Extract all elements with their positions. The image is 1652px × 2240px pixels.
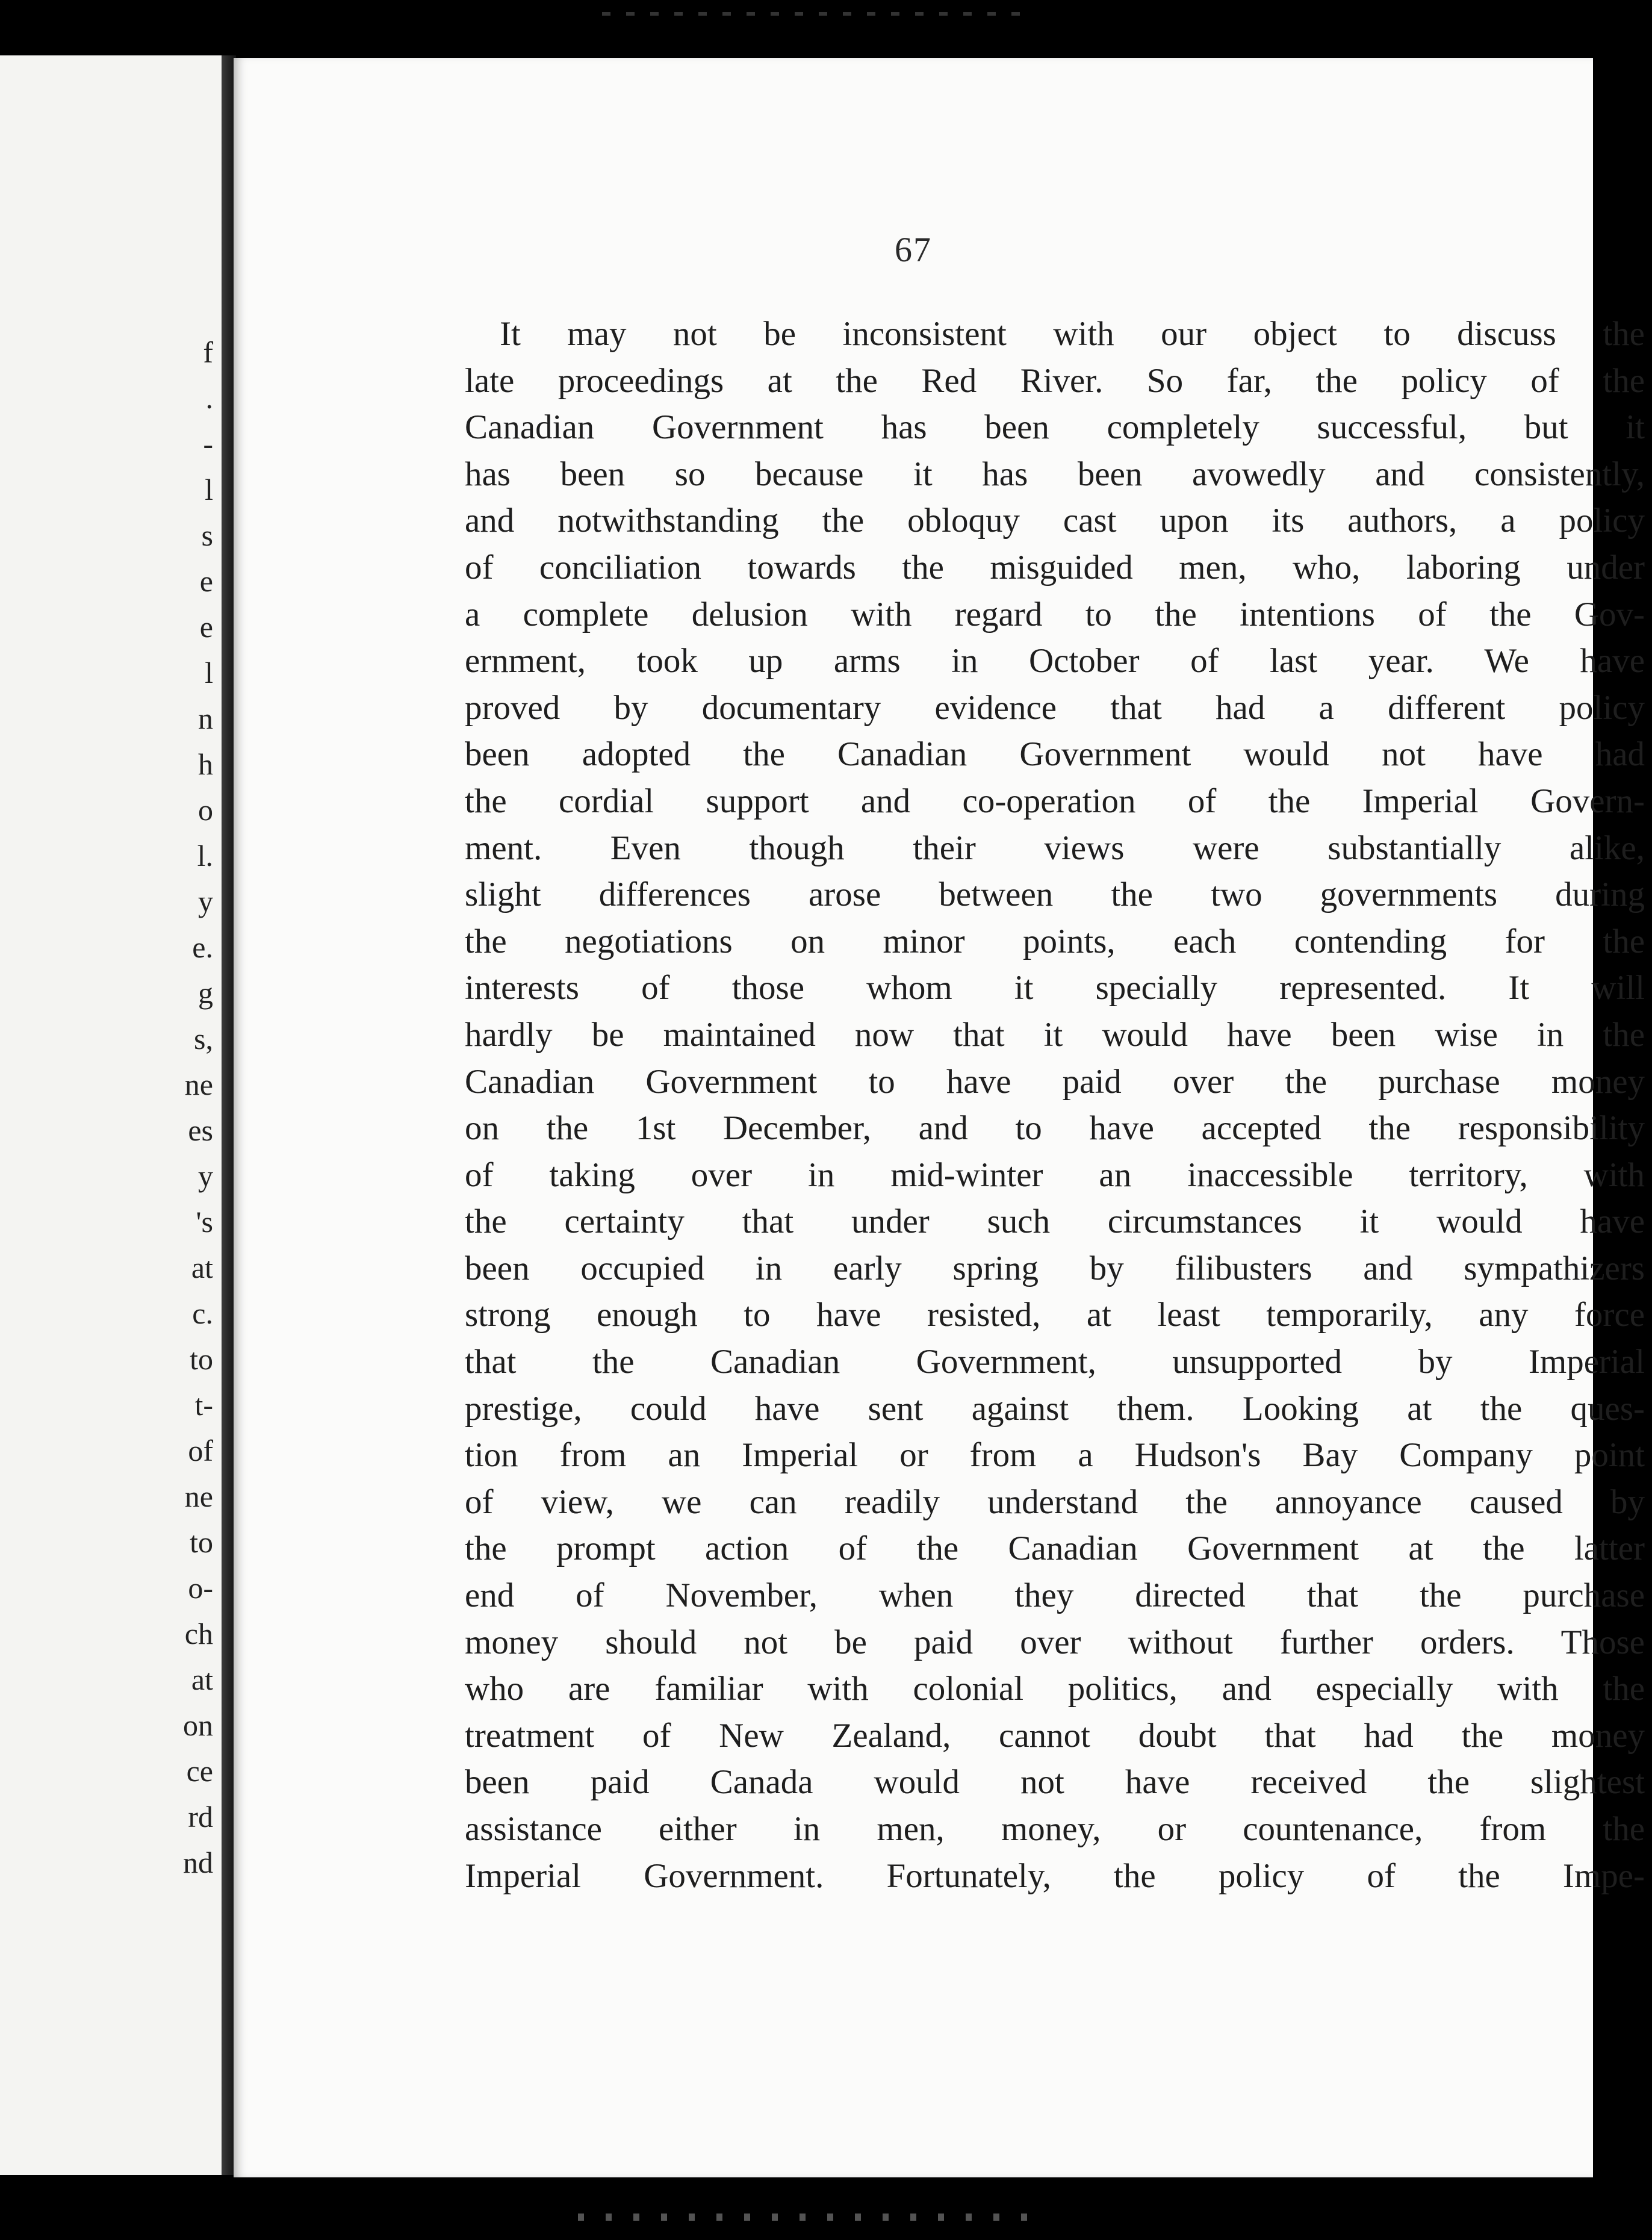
previous-page-fragment: o — [198, 793, 213, 827]
previous-page-fragment: 's — [196, 1205, 213, 1239]
previous-page-fragment: h — [198, 747, 213, 781]
text-line: interests of those whom it specially represented. It will — [465, 969, 1645, 1007]
previous-page-line-endings — [141, 329, 213, 1885]
previous-page-fragment: y — [198, 885, 213, 918]
text-line: the prompt action of the Canadian Government at the latter — [465, 1529, 1645, 1568]
previous-page-fragment: ne — [184, 1479, 213, 1513]
text-line: strong enough to have resisted, at least temporarily, any force — [465, 1296, 1645, 1334]
text-line: end of November, when they directed that the purchase — [465, 1576, 1645, 1615]
previous-page-fragment: e. — [192, 930, 213, 964]
previous-page-fragment: to — [190, 1525, 213, 1559]
previous-page-fragment: at — [191, 1251, 213, 1284]
previous-page-fragment: l — [205, 656, 213, 689]
text-line: tion from an Imperial or from a Hudson's Bay Company point — [465, 1436, 1645, 1475]
previous-page-edge — [0, 55, 222, 2175]
text-line: of taking over in mid-winter an inaccessible territory, with — [465, 1156, 1645, 1194]
previous-page-fragment: s — [201, 518, 213, 552]
text-line: and notwithstanding the obloquy cast upon its authors, a policy — [465, 502, 1645, 540]
previous-page-fragment: of — [188, 1434, 213, 1467]
text-line: who are familiar with colonial politics, and especially with the — [465, 1670, 1645, 1708]
previous-page-fragment: e — [199, 564, 213, 598]
text-line: proved by documentary evidence that had a different policy — [465, 688, 1645, 727]
previous-page-fragment: g — [198, 976, 213, 1010]
body-paragraph — [465, 311, 1645, 1899]
text-line: treatment of New Zealand, cannot doubt that had the money — [465, 1716, 1645, 1755]
text-line: been paid Canada would not have received the slightest — [465, 1763, 1645, 1802]
previous-page-fragment: ce — [186, 1754, 213, 1788]
previous-page-fragment: nd — [183, 1846, 213, 1879]
previous-page-fragment: y — [198, 1159, 213, 1193]
text-line: been occupied in early spring by filibusters and sympathizers — [465, 1249, 1645, 1287]
previous-page-fragment: s, — [194, 1022, 213, 1056]
text-line: ernment, took up arms in October of last year. We have — [465, 642, 1645, 680]
text-line: Canadian Government has been completely successful, but it — [465, 408, 1645, 447]
text-line: hardly be maintained now that it would have been wise in the — [465, 1015, 1645, 1054]
text-line: been adopted the Canadian Government would not have had — [465, 735, 1645, 774]
page-number: 67 — [895, 230, 932, 269]
text-line: a complete delusion with regard to the intentions of the Gov- — [465, 595, 1645, 633]
previous-page-fragment: es — [188, 1113, 213, 1147]
previous-page-fragment: o- — [188, 1571, 213, 1605]
previous-page-fragment: f — [203, 335, 213, 369]
text-line: the certainty that under such circumstances it would have — [465, 1202, 1645, 1241]
text-line: Imperial Government. Fortunately, the policy of the Impe- — [465, 1856, 1645, 1895]
text-line: the negotiations on minor points, each contending for the — [465, 922, 1645, 960]
text-line: on the 1st December, and to have accepted the responsibility — [465, 1109, 1645, 1148]
previous-page-fragment: l. — [197, 839, 213, 873]
scan-edge-artifact-top — [602, 12, 1023, 16]
previous-page-fragment: c. — [192, 1296, 213, 1330]
text-line: money should not be paid over without further orders. Those — [465, 1623, 1645, 1661]
previous-page-fragment: . — [205, 381, 213, 415]
previous-page-fragment: on — [183, 1708, 213, 1742]
previous-page-fragment: - — [203, 427, 213, 461]
previous-page-fragment: at — [191, 1663, 213, 1696]
text-line: of view, we can readily understand the annoyance caused by — [465, 1482, 1645, 1521]
text-line: late proceedings at the Red River. So far, the policy of the — [465, 361, 1645, 400]
text-line: It may not be inconsistent with our object to discuss the — [500, 315, 1645, 353]
previous-page-fragment: l — [205, 473, 213, 506]
text-line: the cordial support and co-operation of the Imperial Govern- — [465, 782, 1645, 820]
previous-page-fragment: ne — [184, 1068, 213, 1101]
text-line: prestige, could have sent against them. Looking at the ques- — [465, 1389, 1645, 1428]
text-line: that the Canadian Government, unsupported by Imperial — [465, 1343, 1645, 1381]
scan-edge-artifact-bottom — [578, 2214, 1036, 2221]
text-line: slight differences arose between the two governments during — [465, 876, 1645, 914]
previous-page-fragment: t- — [194, 1388, 213, 1422]
previous-page-fragment: n — [198, 702, 213, 735]
text-line: ment. Even though their views were substantially alike, — [465, 829, 1645, 867]
previous-page-fragment: rd — [188, 1800, 213, 1834]
previous-page-fragment: ch — [184, 1617, 213, 1650]
text-line: assistance either in men, money, or countenance, from the — [465, 1810, 1645, 1848]
previous-page-fragment: e — [199, 610, 213, 644]
text-line: Canadian Government to have paid over the purchase money — [465, 1062, 1645, 1101]
text-line: has been so because it has been avowedly and consistently, — [465, 455, 1645, 493]
book-page — [234, 58, 1645, 2177]
text-line: of conciliation towards the misguided men, who, laboring under — [465, 548, 1645, 586]
previous-page-fragment: to — [190, 1342, 213, 1376]
